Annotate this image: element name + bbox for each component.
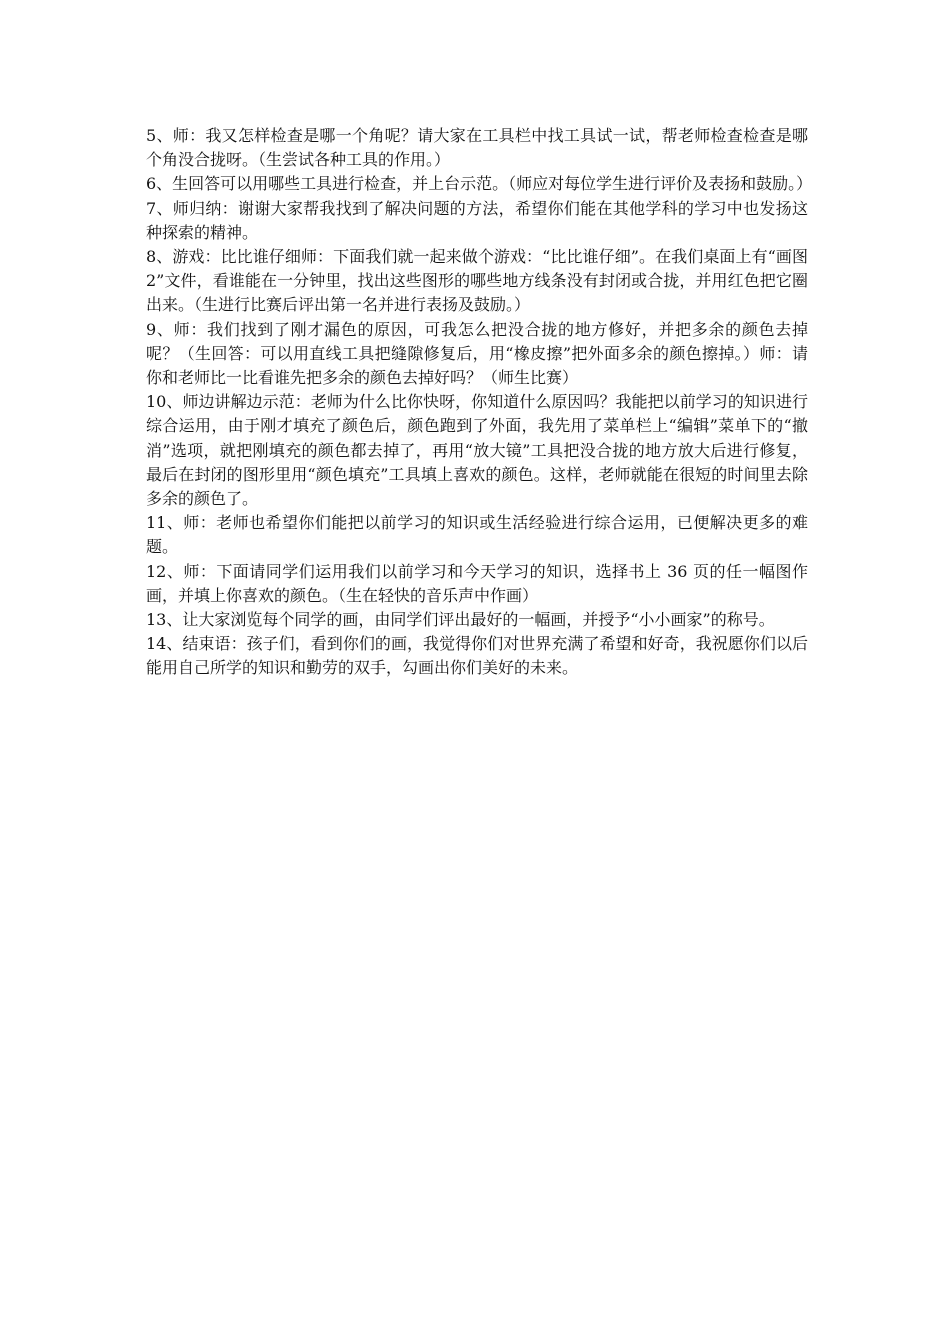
paragraph-step-5: 5、师：我又怎样检查是哪一个角呢？请大家在工具栏中找工具试一试，帮老师检查检查是哪个角没合拢呀。（生尝试各种工具的作用。） <box>146 126 808 170</box>
document-body <box>146 124 813 681</box>
paragraph-step-12: 12、师：下面请同学们运用我们以前学习和今天学习的知识，选择书上 36 页的任一幅图作画，并填上你喜欢的颜色。（生在轻快的音乐声中作画） <box>146 561 808 605</box>
paragraph-step-6: 6、生回答可以用哪些工具进行检查，并上台示范。（师应对每位学生进行评价及表扬和鼓励。） <box>146 174 813 194</box>
paragraph-step-7: 7、师归纳：谢谢大家帮我找到了解决问题的方法，希望你们能在其他学科的学习中也发扬这种探索的精神。 <box>146 198 808 242</box>
paragraph-step-11: 11、师：老师也希望你们能把以前学习的知识或生活经验进行综合运用，已便解决更多的难题。 <box>146 513 808 557</box>
paragraph-step-10: 10、师边讲解边示范：老师为什么比你快呀，你知道什么原因吗？我能把以前学习的知识进行综合运用，由于刚才填充了颜色后，颜色跑到了外面，我先用了菜单栏上“编辑”菜单下的“撤消”选项，就把刚填充的颜色都去掉了，再用“放大镜”工具把没合拢的地方放大后进行修复，最后在封闭的图形里用“颜色填充”工具填上喜欢的颜色。这样，老师就能在很短的时间里去除多余的颜色了。 <box>146 392 808 509</box>
paragraph-step-8: 8、游戏：比比谁仔细师：下面我们就一起来做个游戏：“比比谁仔细”。在我们桌面上有“画图 2”文件，看谁能在一分钟里，找出这些图形的哪些地方线条没有封闭或合拢，并用红色把它圈出来。（生进行比赛后评出第一名并进行表扬及鼓励。） <box>146 247 808 315</box>
paragraph-step-13: 13、让大家浏览每个同学的画，由同学们评出最好的一幅画，并授予“小小画家”的称号。 <box>146 610 775 630</box>
paragraph-step-14: 14、结束语：孩子们，看到你们的画，我觉得你们对世界充满了希望和好奇，我祝愿你们以后能用自己所学的知识和勤劳的双手，勾画出你们美好的未来。 <box>146 634 808 678</box>
paragraph-step-9: 9、师：我们找到了刚才漏色的原因，可我怎么把没合拢的地方修好，并把多余的颜色去掉呢？（生回答：可以用直线工具把缝隙修复后，用“橡皮擦”把外面多余的颜色擦掉。）师：请你和老师比一比看谁先把多余的颜色去掉好吗？（师生比赛） <box>146 319 808 388</box>
